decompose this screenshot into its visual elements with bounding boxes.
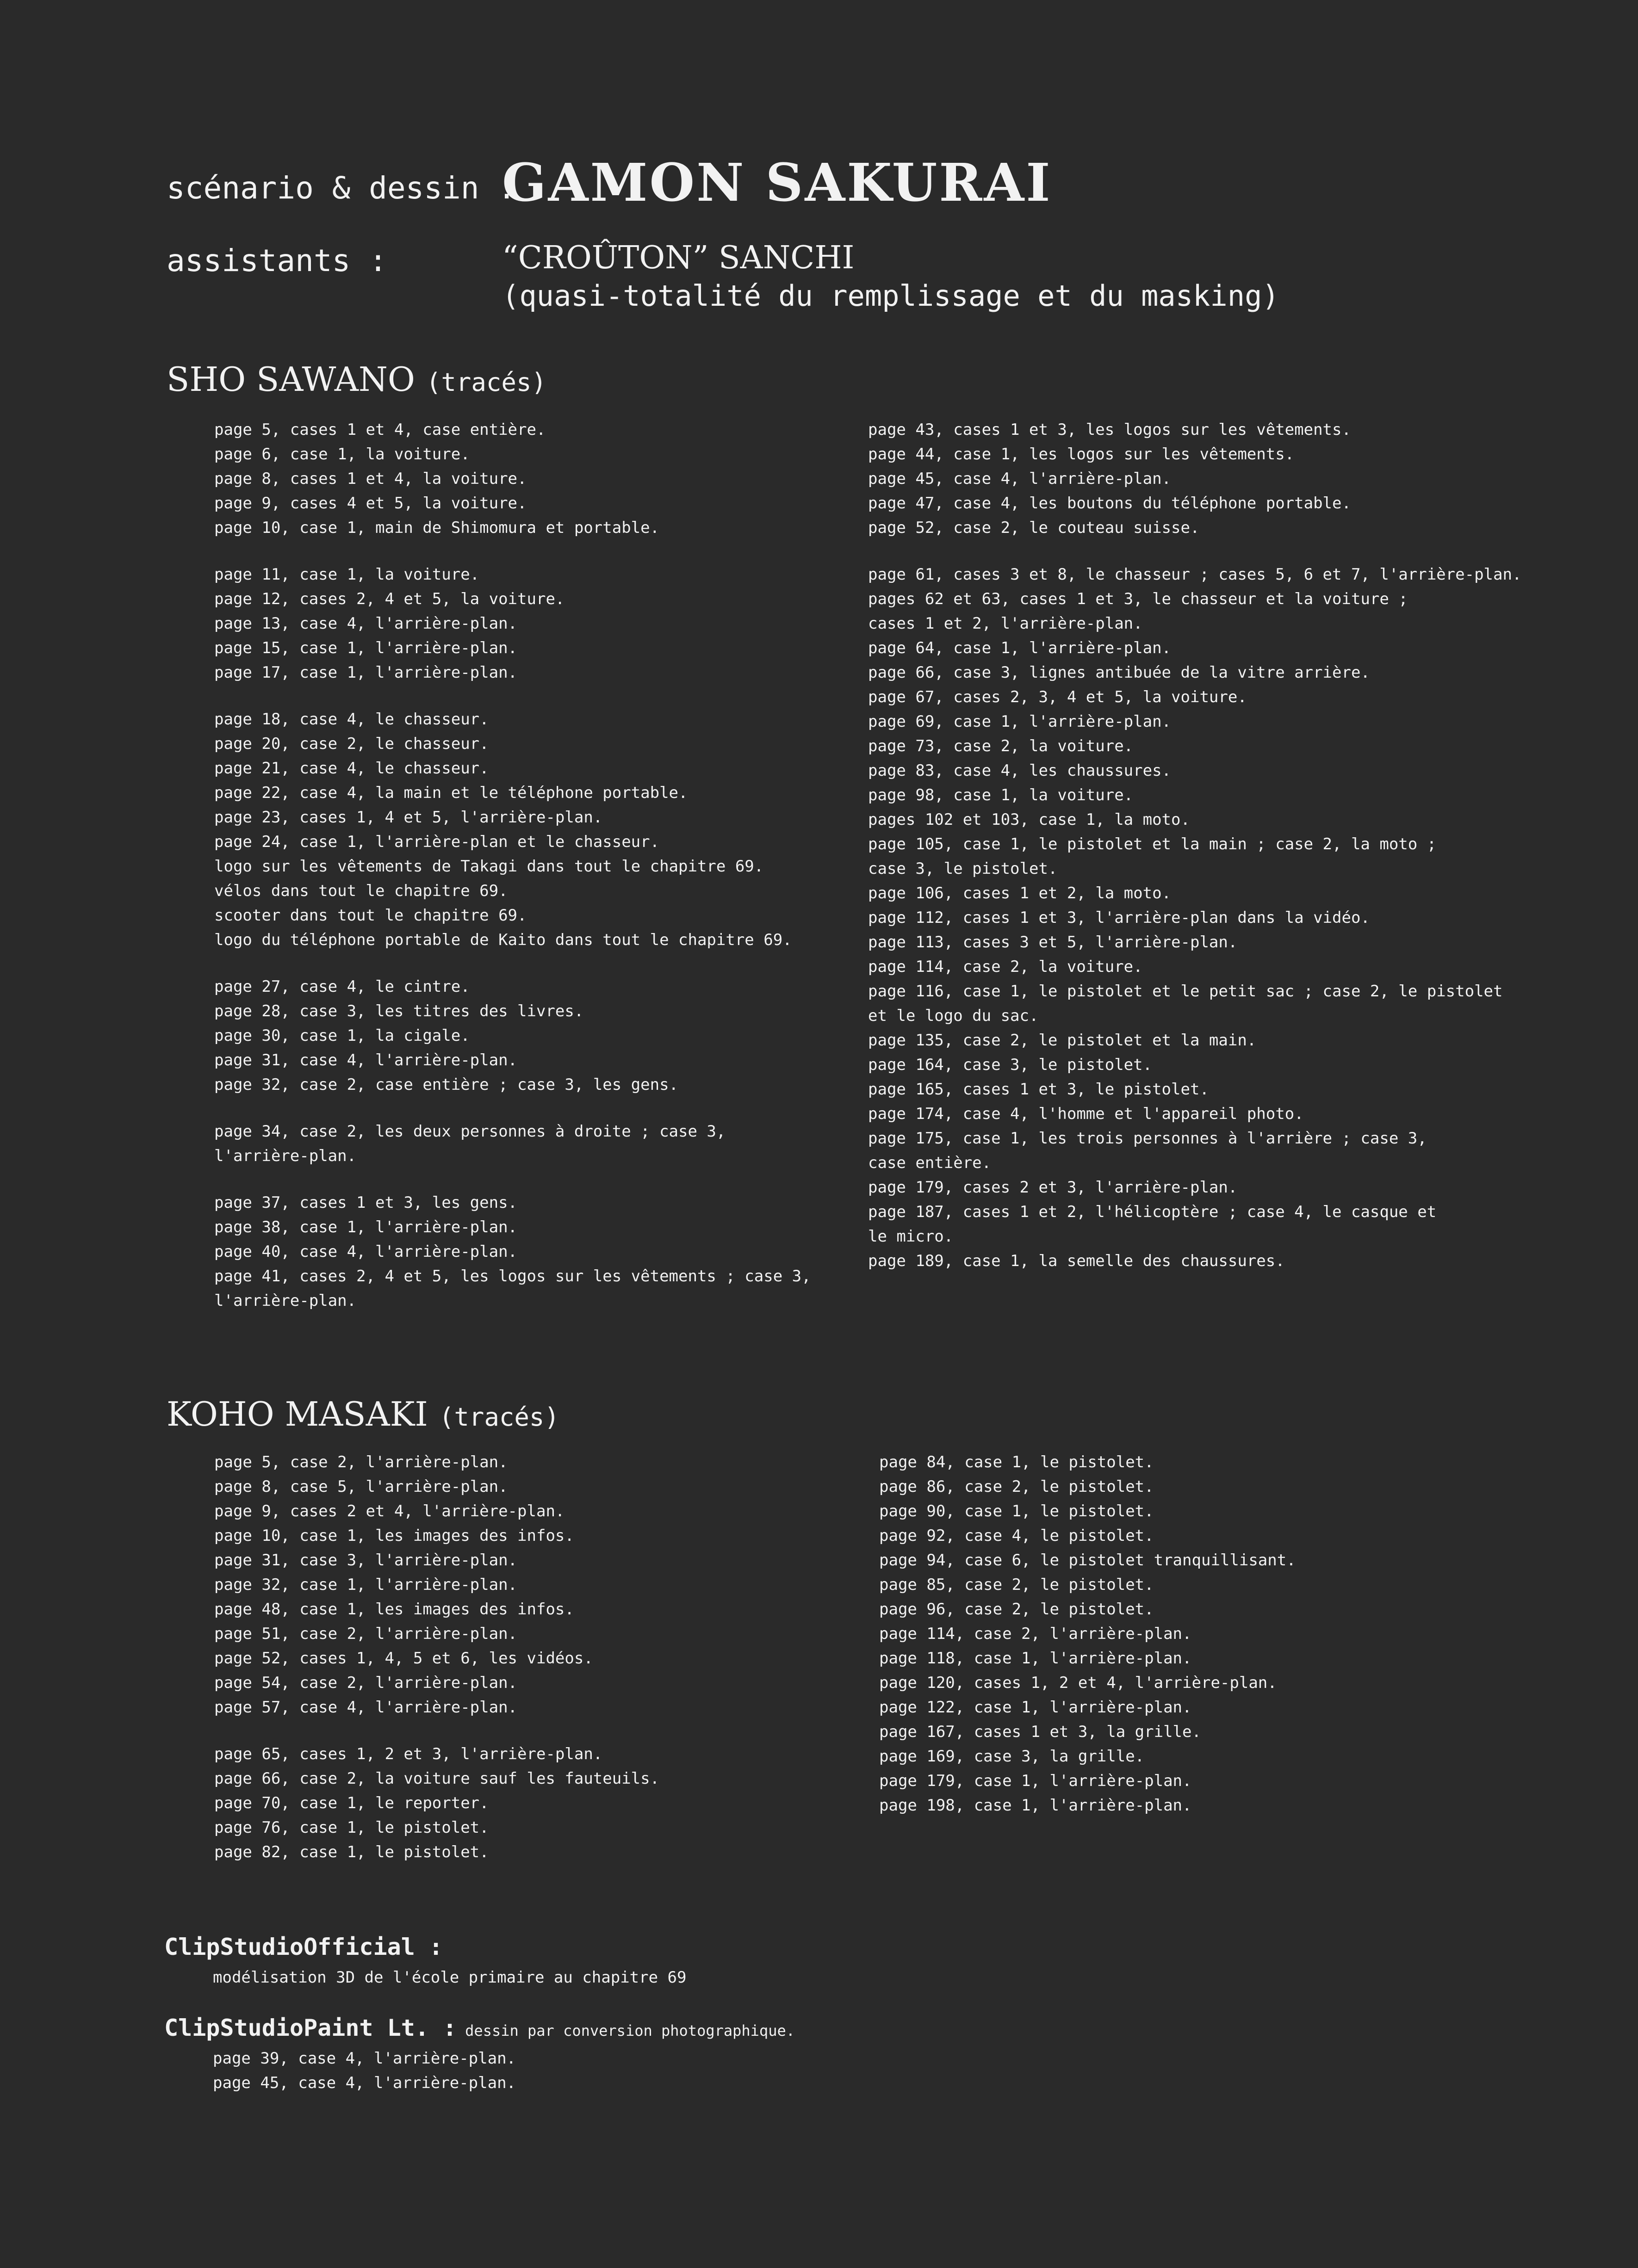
scenario-label: scénario & dessin : [167, 170, 516, 206]
koho-left-column [214, 1450, 659, 1865]
sho-left-column [214, 418, 811, 1313]
credit-line: page 5, cases 1 et 4, case entière. [214, 420, 546, 439]
clip-paint-title [164, 2015, 795, 2041]
credit-line: pages 62 et 63, cases 1 et 3, le chasseur et la voiture ; [868, 590, 1408, 608]
credit-line: page 114, case 2, la voiture. [868, 958, 1143, 976]
credit-line: page 85, case 2, le pistolet. [879, 1576, 1154, 1594]
credit-line: page 73, case 2, la voiture. [868, 737, 1134, 755]
credit-line: l'arrière-plan. [214, 1147, 357, 1165]
credit-line: logo sur les vêtements de Takagi dans tout le chapitre 69. [214, 857, 764, 876]
credit-line: page 116, case 1, le pistolet et le petit sac ; case 2, le pistolet [868, 982, 1503, 1001]
assistant-role: (quasi-totalité du remplissage et du masking) [502, 279, 1279, 313]
credit-line: page 65, cases 1, 2 et 3, l'arrière-plan. [214, 1745, 603, 1763]
assistant-name: “CROÛTON” SANCHI [502, 240, 855, 276]
credit-line: page 165, cases 1 et 3, le pistolet. [868, 1080, 1209, 1099]
author-name: GAMON SAKURAI [502, 153, 1052, 213]
credit-line: page 82, case 1, le pistolet. [214, 1843, 489, 1861]
credit-line: page 5, case 2, l'arrière-plan. [214, 1453, 508, 1471]
clip-paint-name: ClipStudioPaint Lt. : [164, 2015, 457, 2041]
credit-line: page 32, case 1, l'arrière-plan. [214, 1576, 518, 1594]
credit-line: cases 1 et 2, l'arrière-plan. [868, 614, 1143, 633]
credit-line: page 113, cases 3 et 5, l'arrière-plan. [868, 933, 1238, 952]
clip-paint-note: dessin par conversion photographique. [465, 2022, 795, 2039]
credit-line: page 106, cases 1 et 2, la moto. [868, 884, 1172, 902]
credit-line: page 15, case 1, l'arrière-plan. [214, 639, 518, 657]
credit-line: page 9, cases 2 et 4, l'arrière-plan. [214, 1502, 565, 1520]
credit-line: page 31, case 3, l'arrière-plan. [214, 1551, 518, 1570]
credit-line: page 43, cases 1 et 3, les logos sur les vêtements. [868, 420, 1351, 439]
credit-line: page 10, case 1, main de Shimomura et portable. [214, 519, 660, 537]
credit-line: logo du téléphone portable de Kaito dans tout le chapitre 69. [214, 931, 792, 949]
credit-line: page 11, case 1, la voiture. [214, 565, 480, 584]
credit-line: page 38, case 1, l'arrière-plan. [214, 1218, 518, 1236]
clip-paint-lines [213, 2045, 516, 2094]
credit-line: page 86, case 2, le pistolet. [879, 1477, 1154, 1496]
section-title-sho [167, 360, 546, 399]
credit-line: page 27, case 4, le cintre. [214, 977, 470, 996]
credit-line: page 17, case 1, l'arrière-plan. [214, 663, 518, 682]
credit-line: page 174, case 4, l'homme et l'appareil photo. [868, 1105, 1304, 1123]
credit-line: page 94, case 6, le pistolet tranquillisant. [879, 1551, 1296, 1570]
credit-line: page 10, case 1, les images des infos. [214, 1526, 574, 1545]
credit-line: page 83, case 4, les chaussures. [868, 761, 1172, 780]
paragraph-gap [214, 1097, 811, 1119]
credit-line: page 34, case 2, les deux personnes à droite ; case 3, [214, 1122, 726, 1141]
credit-line: page 54, case 2, l'arrière-plan. [214, 1674, 518, 1692]
credit-line: vélos dans tout le chapitre 69. [214, 882, 508, 900]
credit-line: l'arrière-plan. [214, 1292, 357, 1310]
credit-line: page 198, case 1, l'arrière-plan. [879, 1796, 1192, 1815]
credit-line: page 164, case 3, le pistolet. [868, 1056, 1153, 1074]
credit-line: page 67, cases 2, 3, 4 et 5, la voiture. [868, 688, 1247, 706]
clip-official-note: modélisation 3D de l'école primaire au chapitre 69 [213, 1968, 687, 1987]
credit-line: page 20, case 2, le chasseur. [214, 735, 489, 753]
section-title-koho [167, 1395, 559, 1434]
clip-official-title: ClipStudioOfficial : [164, 1934, 443, 1960]
credit-line: page 66, case 2, la voiture sauf les fauteuils. [214, 1769, 660, 1788]
section-role: (tracés) [426, 368, 546, 397]
credit-line: page 22, case 4, la main et le téléphone portable. [214, 784, 688, 802]
assistants-label: assistants : [167, 243, 387, 278]
credit-line: page 57, case 4, l'arrière-plan. [214, 1698, 518, 1717]
credit-line: le micro. [868, 1227, 954, 1246]
credit-line: page 8, case 5, l'arrière-plan. [214, 1477, 508, 1496]
credit-line: page 45, case 4, l'arrière-plan. [213, 2074, 516, 2092]
credit-line: page 118, case 1, l'arrière-plan. [879, 1649, 1192, 1668]
credit-line: et le logo du sac. [868, 1007, 1039, 1025]
paragraph-gap [214, 685, 811, 707]
credit-line: page 44, case 1, les logos sur les vêtements. [868, 445, 1295, 463]
credit-line: page 175, case 1, les trois personnes à l'arrière ; case 3, [868, 1129, 1427, 1148]
paragraph-gap [214, 540, 811, 562]
credit-line: page 96, case 2, le pistolet. [879, 1600, 1154, 1619]
credit-line: page 28, case 3, les titres des livres. [214, 1002, 584, 1020]
credit-line: page 179, case 1, l'arrière-plan. [879, 1772, 1192, 1790]
credit-line: page 92, case 4, le pistolet. [879, 1526, 1154, 1545]
credit-line: page 122, case 1, l'arrière-plan. [879, 1698, 1192, 1717]
credit-line: page 61, cases 3 et 8, le chasseur ; cases 5, 6 et 7, l'arrière-plan. [868, 565, 1522, 584]
credit-line: page 114, case 2, l'arrière-plan. [879, 1625, 1192, 1643]
credit-line: page 45, case 4, l'arrière-plan. [868, 470, 1172, 488]
credit-line: page 48, case 1, les images des infos. [214, 1600, 574, 1619]
credit-line: page 105, case 1, le pistolet et la main ; case 2, la moto ; [868, 835, 1437, 853]
credit-line: page 120, cases 1, 2 et 4, l'arrière-plan. [879, 1674, 1277, 1692]
credit-line: page 32, case 2, case entière ; case 3, les gens. [214, 1075, 679, 1094]
credit-line: page 169, case 3, la grille. [879, 1747, 1145, 1766]
credit-line: page 179, cases 2 et 3, l'arrière-plan. [868, 1178, 1238, 1197]
credit-line: case entière. [868, 1154, 992, 1172]
credit-line: page 90, case 1, le pistolet. [879, 1502, 1154, 1520]
paragraph-gap [868, 540, 1521, 562]
sho-right-column [868, 418, 1521, 1273]
credit-line: page 167, cases 1 et 3, la grille. [879, 1723, 1201, 1741]
credit-line: page 52, cases 1, 4, 5 et 6, les vidéos. [214, 1649, 593, 1668]
paragraph-gap [214, 952, 811, 975]
credit-line: page 51, case 2, l'arrière-plan. [214, 1625, 518, 1643]
koho-right-column [879, 1450, 1296, 1818]
credit-line: page 31, case 4, l'arrière-plan. [214, 1051, 518, 1069]
credit-line: page 98, case 1, la voiture. [868, 786, 1134, 804]
credit-line: page 8, cases 1 et 4, la voiture. [214, 470, 527, 488]
credit-line: page 40, case 4, l'arrière-plan. [214, 1242, 518, 1261]
credit-line: scooter dans tout le chapitre 69. [214, 906, 527, 925]
section-name: KOHO MASAKI [167, 1395, 428, 1434]
paragraph-gap [214, 1168, 811, 1191]
credit-line: page 30, case 1, la cigale. [214, 1026, 470, 1045]
credit-line: page 41, cases 2, 4 et 5, les logos sur les vêtements ; case 3, [214, 1267, 811, 1285]
credit-line: page 69, case 1, l'arrière-plan. [868, 712, 1172, 731]
credit-line: page 47, case 4, les boutons du téléphone portable. [868, 494, 1351, 513]
credit-line: page 37, cases 1 et 3, les gens. [214, 1193, 518, 1212]
section-name: SHO SAWANO [167, 360, 415, 399]
credit-line: page 76, case 1, le pistolet. [214, 1818, 489, 1837]
paragraph-gap [214, 1720, 659, 1742]
credit-line: case 3, le pistolet. [868, 859, 1058, 878]
credit-line: page 66, case 3, lignes antibuée de la vitre arrière. [868, 663, 1370, 682]
credit-line: pages 102 et 103, case 1, la moto. [868, 810, 1190, 829]
credit-line: page 135, case 2, le pistolet et la main. [868, 1031, 1257, 1050]
credit-line: page 9, cases 4 et 5, la voiture. [214, 494, 527, 513]
credit-line: page 13, case 4, l'arrière-plan. [214, 614, 518, 633]
credit-line: page 70, case 1, le reporter. [214, 1794, 489, 1812]
credit-line: page 39, case 4, l'arrière-plan. [213, 2049, 516, 2068]
credit-line: page 84, case 1, le pistolet. [879, 1453, 1154, 1471]
credit-line: page 187, cases 1 et 2, l'hélicoptère ; case 4, le casque et [868, 1203, 1437, 1221]
credit-line: page 21, case 4, le chasseur. [214, 759, 489, 778]
credit-line: page 23, cases 1, 4 et 5, l'arrière-plan. [214, 808, 603, 827]
credit-line: page 24, case 1, l'arrière-plan et le chasseur. [214, 833, 660, 851]
credit-line: page 189, case 1, la semelle des chaussures. [868, 1252, 1285, 1270]
credit-line: page 52, case 2, le couteau suisse. [868, 519, 1200, 537]
section-role: (tracés) [439, 1403, 559, 1432]
credit-line: page 6, case 1, la voiture. [214, 445, 470, 463]
credit-line: page 112, cases 1 et 3, l'arrière-plan dans la vidéo. [868, 908, 1370, 927]
credit-line: page 18, case 4, le chasseur. [214, 710, 489, 729]
credit-line: page 12, cases 2, 4 et 5, la voiture. [214, 590, 565, 608]
credit-line: page 64, case 1, l'arrière-plan. [868, 639, 1172, 657]
